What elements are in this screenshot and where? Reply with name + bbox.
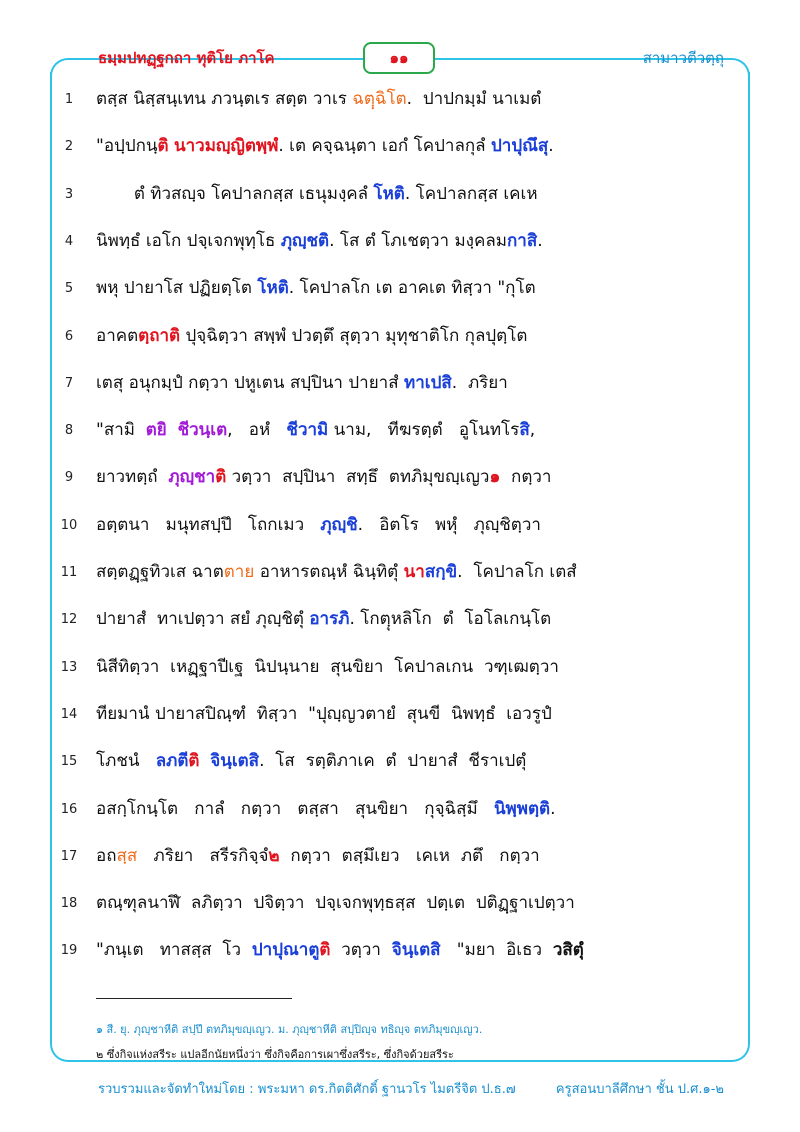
text-line: [96, 368, 722, 398]
footer-author: รวบรวมและจัดทำใหม่โดย : พระมหา ดร.กิตติศักดิ์ ฐานวโร ไมตรีจิต ป.ธ.๗: [98, 1082, 516, 1097]
text-line: [96, 699, 722, 729]
text-segment: อาคต: [96, 326, 139, 346]
text-line: [96, 131, 722, 161]
text-segment: ชีวามิ: [286, 420, 329, 440]
text-line-content: [96, 84, 541, 114]
text-segment: ภริยา สรีรกิจฺจํ: [137, 846, 269, 866]
text-segment: ตํ ทิวสญฺจ โคปาลกสฺส เธนุมงฺคลํ: [96, 184, 374, 204]
line-number: 19: [60, 943, 78, 958]
text-segment: ตยิ: [145, 420, 167, 440]
text-line: [96, 652, 722, 682]
text-segment: , อหํ: [227, 420, 287, 440]
text-line-content: [96, 841, 540, 871]
text-segment: นิสีทิตฺวา เหฏฺฐาปีเฐ นิปนฺนาย สุนขิยา โคปาลเกน วฑฺเฒตฺวา: [96, 657, 559, 677]
text-line: [96, 273, 722, 303]
text-segment: . โคปาลโก เตสํ: [457, 562, 577, 582]
text-segment: สกฺขิ: [424, 562, 458, 582]
text-line-content: [96, 321, 527, 351]
text-line: [96, 510, 722, 540]
footnote-2: ๒ ซึ่งกิจแห่งสรีระ แปลอีกนัยหนึ่งว่า ซึ่งกิจคือการเผาซึ่งสรีระ, ซึ่งกิจด้วยสรีระ: [96, 1048, 454, 1061]
line-number: 18: [60, 896, 78, 911]
text-segment: สฺส: [116, 846, 138, 866]
text-line: [96, 462, 722, 492]
text-segment: โหติ: [373, 184, 405, 204]
text-line-content: [96, 179, 538, 209]
text-segment: "ภนฺเต ทาสสฺส โว: [96, 940, 252, 960]
text-line-content: [96, 699, 552, 729]
text-segment: "สามิ: [96, 420, 146, 440]
text-segment: ภุญฺชติ: [280, 231, 330, 251]
text-segment: . ภริยา: [451, 373, 508, 393]
text-line-content: [96, 462, 551, 492]
text-line-content: [96, 131, 554, 161]
text-segment: ตณฺฑุลนาฬึ ลภิตฺวา ปจิตฺวา ปจฺเจกพุทฺธสฺส ปตฺเต ปติฏฺฐาเปตฺวา: [96, 893, 575, 913]
line-number: 13: [60, 660, 78, 675]
footnote-1: ๑ สี. ยุ. ภุญฺชาหีติ สปฺปึ ตทภิมุขญฺเญว. ม. ภุญฺชาหีติ สปฺปิญฺจ ทธิญฺจ ตทภิมุขญฺเญว.: [96, 1023, 483, 1036]
text-segment: กตฺวา ตสฺมึเยว เคเห ภตึ กตฺวา: [279, 846, 540, 866]
text-segment: ลภตี: [155, 751, 189, 771]
line-number: 1: [64, 92, 74, 107]
text-segment: . โส รตฺติภาเค ตํ ปายาสํ ชีราเปตุํ: [259, 751, 527, 771]
text-segment: ปุจฺฉิตฺวา สพฺพํ ปวตฺตึ สุตฺวา มุทุชาติโก กุลปุตฺโต: [180, 326, 528, 346]
text-segment: ทียมานํ ปายาสปิณฺฑํ ทิสฺวา "ปุญฺญวตายํ สุนขี นิพทฺธํ เอวรูปํ: [96, 704, 552, 724]
section-title: สามาวตีวตฺถุ: [642, 49, 724, 67]
text-segment: [167, 420, 178, 440]
text-segment: "มยา อิเธว: [440, 940, 553, 960]
text-segment: โภชนํ: [96, 751, 156, 771]
line-number: 16: [60, 802, 78, 817]
text-segment: ตฺถาติ: [138, 326, 181, 346]
text-segment: ปาปุณึสุ: [491, 136, 549, 156]
text-segment: ตสฺส นิสฺสนฺเทน ภวนฺตเร สตฺต วาเร: [96, 89, 353, 109]
line-number: 5: [64, 281, 74, 296]
book-title: ธมฺมปทฏฺฐกถา ทุติโย ภาโค: [98, 49, 275, 67]
line-number: 3: [64, 187, 74, 202]
text-line: [96, 746, 722, 776]
footnote-divider: [96, 998, 292, 999]
text-segment: ติ: [157, 136, 169, 156]
text-segment: .: [548, 136, 554, 156]
text-segment: อตฺตนา มนุทสปฺปึ โถกเมว: [96, 515, 321, 535]
text-line: [96, 794, 722, 824]
text-segment: นาม, ทีฆรตฺตํ อูโนทโร: [328, 420, 520, 440]
text-line: [96, 321, 722, 351]
text-segment: อถ: [96, 846, 117, 866]
text-segment: . โคปาลกสฺส เคเห: [404, 184, 538, 204]
text-line-content: [96, 415, 535, 445]
text-segment: อสกฺโกนฺโต กาลํ กตฺวา ตสฺสา สุนขิยา กุจฺฉิสฺมึ: [96, 799, 494, 819]
text-line-content: [96, 368, 508, 398]
text-line: [96, 604, 722, 634]
text-segment: นิพฺพตฺติ: [493, 799, 551, 819]
text-line-content: [96, 652, 559, 682]
text-segment: จินฺเตสิ: [391, 940, 441, 960]
line-number: 6: [64, 329, 74, 344]
text-line: [96, 179, 722, 209]
text-segment: นิพทฺธํ เอโก ปจฺเจกพุทฺโธ: [96, 231, 281, 251]
text-segment: ๑: [489, 467, 501, 487]
text-segment: สตฺตฏฺฐทิวเส ฉาต: [96, 562, 224, 582]
text-line: [96, 935, 722, 965]
line-number: 2: [64, 139, 74, 154]
text-line: [96, 226, 722, 256]
text-segment: วตฺวา สปฺปินา สทฺธึ ตทภิมุขญฺเญว: [226, 467, 490, 487]
text-segment: ชีวนฺเต: [177, 420, 228, 440]
line-number: 12: [60, 612, 78, 627]
text-segment: วสิตุํ: [552, 940, 584, 960]
text-segment: ๒: [268, 846, 280, 866]
text-line-content: [96, 888, 575, 918]
text-segment: ภุญฺชา: [168, 467, 216, 487]
text-segment: ทาเปสิ: [404, 373, 452, 393]
text-line: [96, 557, 722, 587]
text-segment: ฉตฺฺฉิโต: [352, 89, 407, 109]
text-segment: . โส ตํ โภเชตฺวา มงฺคลม: [329, 231, 507, 251]
text-segment: สิ: [519, 420, 530, 440]
text-segment: เตสุ อนุกมฺปํ กตฺวา ปหูเตน สปฺปินา ปายาสํ: [96, 373, 405, 393]
text-segment: นา: [403, 562, 425, 582]
text-segment: อารภิ: [309, 609, 350, 629]
text-line-content: [96, 510, 541, 540]
text-line-content: [96, 226, 543, 256]
text-segment: ยาวทตฺถํ: [96, 467, 169, 487]
text-line-content: [96, 273, 536, 303]
text-segment: .: [537, 231, 543, 251]
text-segment: นาวมญฺญิตพฺพํ: [173, 136, 279, 156]
text-segment: อาหารตณฺหํ ฉินฺทิตุํ: [254, 562, 404, 582]
line-number: 9: [64, 470, 74, 485]
text-segment: .: [550, 799, 556, 819]
footer-course: ครูสอนบาลีศึกษา ชั้น ป.ศ.๑-๒: [555, 1082, 724, 1097]
text-line: [96, 888, 722, 918]
text-line: [96, 841, 722, 871]
text-segment: พหุ ปายาโส ปฏิยตฺโต: [96, 278, 258, 298]
text-segment: ปายาสํ ทาเปตฺวา สยํ ภุญฺชิตุํ: [96, 609, 310, 629]
page-number-badge: ๑๑: [363, 42, 435, 74]
text-segment: ติ: [188, 751, 200, 771]
text-line-content: [96, 935, 584, 965]
line-number: 14: [60, 707, 78, 722]
text-line-content: [96, 604, 551, 634]
line-number: 17: [60, 849, 78, 864]
text-segment: ตาย: [223, 562, 255, 582]
text-segment: "อปฺปกนฺ: [96, 136, 158, 156]
text-segment: ภุญฺชิ: [320, 515, 358, 535]
text-segment: . ปาปกมฺมํ นาเมตํ: [406, 89, 542, 109]
text-segment: ,: [529, 420, 536, 440]
text-line-content: [96, 557, 577, 587]
line-number: 15: [60, 754, 78, 769]
line-number: 10: [60, 518, 78, 533]
text-segment: กตฺวา: [500, 467, 552, 487]
text-line: [96, 415, 722, 445]
text-segment: ติ: [319, 940, 331, 960]
text-segment: จินฺเตสิ: [210, 751, 260, 771]
text-segment: ปาปุณาตู: [251, 940, 320, 960]
line-number: 11: [60, 565, 78, 580]
text-segment: ติ: [215, 467, 227, 487]
text-segment: . อิตโร พหุํ ภุญฺชิตฺวา: [357, 515, 541, 535]
text-line-content: [96, 794, 555, 824]
text-line: [96, 84, 722, 114]
text-segment: . เต คจฺฉนฺตา เอกํ โคปาลกุลํ: [278, 136, 492, 156]
line-number: 4: [64, 234, 74, 249]
text-segment: กาสิ: [506, 231, 538, 251]
line-number: 8: [64, 423, 74, 438]
text-segment: [199, 751, 210, 771]
text-segment: . โคปาลโก เต อาคเต ทิสฺวา "กุโต: [288, 278, 536, 298]
text-segment: โหติ: [257, 278, 289, 298]
text-line-content: [96, 746, 526, 776]
text-segment: วตฺวา: [330, 940, 392, 960]
line-number: 7: [64, 376, 74, 391]
text-segment: . โกตฺุหลิโก ตํ โอโลเกนฺโต: [349, 609, 552, 629]
